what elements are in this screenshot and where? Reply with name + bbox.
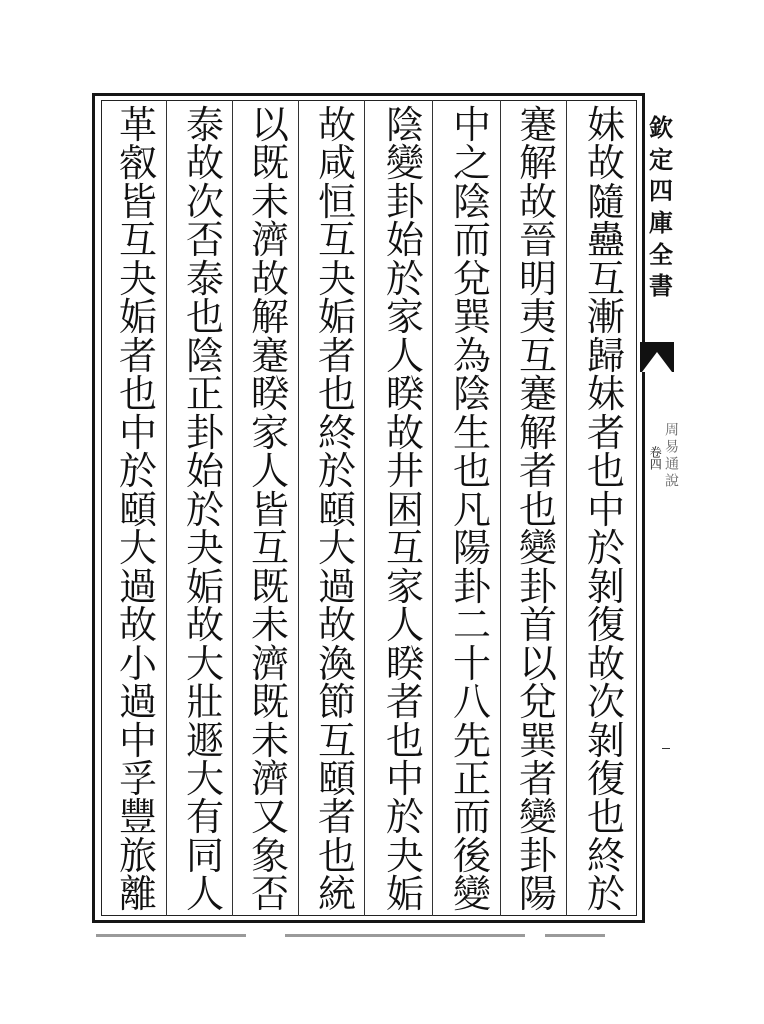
text-char: 姤	[317, 295, 356, 340]
text-char: 夬	[317, 256, 356, 301]
text-char: 中	[385, 756, 424, 801]
text-char: 節	[317, 680, 356, 725]
column-rule	[500, 100, 501, 916]
text-char: 故	[250, 256, 289, 301]
text-char: 又	[250, 795, 289, 840]
text-char: 旅	[118, 833, 157, 878]
text-char: 卦	[518, 833, 557, 878]
text-char: 者	[118, 333, 157, 378]
text-char: 故	[586, 641, 625, 686]
margin-title	[646, 112, 676, 302]
text-char: 睽	[250, 372, 289, 417]
text-char: 未	[250, 179, 289, 224]
text-char: 革	[118, 103, 157, 147]
text-char: 二	[452, 603, 491, 648]
text-char: 凡	[452, 487, 491, 532]
text-char: 家	[385, 295, 424, 340]
text-char: 變	[452, 872, 491, 917]
column-rule	[432, 100, 433, 916]
book-title-faded: 周易通說	[663, 422, 679, 490]
text-char: 既	[250, 141, 289, 186]
text-column-6	[245, 103, 295, 917]
text-char: 否	[185, 218, 224, 263]
text-char: 卦	[452, 564, 491, 609]
text-char: 於	[586, 872, 625, 917]
text-char: 中	[586, 487, 625, 532]
text-char: 妹	[586, 372, 625, 417]
title-char: 四	[649, 176, 673, 206]
text-char: 中	[118, 718, 157, 763]
text-char: 大	[185, 756, 224, 801]
text-char: 為	[452, 333, 491, 378]
text-char: 解	[518, 410, 557, 455]
text-char: 解	[518, 141, 557, 186]
text-char: 互	[586, 256, 625, 301]
text-char: 陰	[385, 103, 424, 147]
title-char: 庫	[649, 208, 673, 238]
text-char: 大	[118, 526, 157, 571]
text-column-8	[113, 103, 163, 917]
text-char: 故	[185, 141, 224, 186]
text-char: 㕡	[118, 141, 157, 186]
text-char: 生	[452, 410, 491, 455]
text-char: 統	[317, 872, 356, 917]
text-char: 過	[118, 564, 157, 609]
juan-number: 卷四	[648, 446, 663, 470]
text-char: 遯	[185, 718, 224, 763]
text-char: 漸	[586, 295, 625, 340]
text-char: 卦	[518, 564, 557, 609]
text-char: 陰	[452, 372, 491, 417]
text-char: 也	[317, 372, 356, 417]
text-char: 者	[385, 680, 424, 725]
text-char: 八	[452, 680, 491, 725]
text-char: 妹	[586, 103, 625, 147]
text-char: 人	[250, 449, 289, 494]
text-char: 既	[250, 680, 289, 725]
text-char: 變	[385, 141, 424, 186]
text-char: 互	[317, 718, 356, 763]
text-char: 過	[317, 564, 356, 609]
text-char: 未	[250, 603, 289, 648]
text-char: 陽	[518, 872, 557, 917]
text-char: 解	[250, 295, 289, 340]
text-char: 而	[452, 218, 491, 263]
text-char: 否	[250, 872, 289, 917]
text-char: 濟	[250, 218, 289, 263]
text-char: 先	[452, 718, 491, 763]
text-char: 既	[250, 564, 289, 609]
text-char: 濟	[250, 756, 289, 801]
text-char: 渙	[317, 641, 356, 686]
text-char: 者	[586, 410, 625, 455]
title-char: 定	[649, 144, 673, 174]
text-char: 卦	[385, 179, 424, 224]
text-char: 十	[452, 641, 491, 686]
text-char: 後	[452, 833, 491, 878]
text-column-7	[180, 103, 230, 917]
text-char: 皆	[250, 487, 289, 532]
text-char: 家	[385, 564, 424, 609]
text-char: 正	[452, 756, 491, 801]
text-char: 也	[385, 718, 424, 763]
text-char: 以	[518, 641, 557, 686]
text-char: 頤	[118, 487, 157, 532]
text-char: 故	[317, 603, 356, 648]
text-char: 剝	[586, 564, 625, 609]
text-char: 咸	[317, 141, 356, 186]
text-char: 陰	[452, 179, 491, 224]
text-char: 而	[452, 795, 491, 840]
text-char: 故	[185, 603, 224, 648]
text-char: 陽	[452, 526, 491, 571]
text-char: 復	[586, 603, 625, 648]
text-char: 孚	[118, 756, 157, 801]
text-char: 正	[185, 372, 224, 417]
text-char: 者	[317, 333, 356, 378]
text-column-1	[581, 103, 631, 917]
text-char: 井	[385, 449, 424, 494]
text-char: 頤	[317, 487, 356, 532]
text-char: 陰	[185, 333, 224, 378]
text-char: 夬	[385, 833, 424, 878]
text-char: 兌	[518, 680, 557, 725]
title-char: 欽	[649, 113, 673, 142]
text-char: 故	[118, 603, 157, 648]
text-char: 次	[586, 680, 625, 725]
text-char: 也	[586, 795, 625, 840]
text-char: 蹇	[518, 103, 557, 147]
text-char: 巽	[518, 718, 557, 763]
text-char: 人	[385, 333, 424, 378]
text-char: 晉	[518, 218, 557, 263]
text-char: 故	[385, 410, 424, 455]
text-char: 互	[118, 218, 157, 263]
text-char: 次	[185, 179, 224, 224]
text-char: 困	[385, 487, 424, 532]
text-char: 大	[185, 641, 224, 686]
text-char: 過	[118, 680, 157, 725]
text-char: 離	[118, 872, 157, 917]
text-char: 也	[185, 295, 224, 340]
text-char: 睽	[385, 372, 424, 417]
column-rule	[364, 100, 365, 916]
text-char: 象	[250, 833, 289, 878]
text-char: 豐	[118, 795, 157, 840]
text-char: 人	[385, 603, 424, 648]
bottom-mark	[545, 934, 605, 937]
text-char: 夬	[118, 256, 157, 301]
text-char: 之	[452, 141, 491, 186]
text-char: 者	[317, 795, 356, 840]
text-char: 姤	[385, 872, 424, 917]
text-char: 終	[317, 410, 356, 455]
text-char: 人	[185, 872, 224, 917]
text-char: 以	[250, 103, 289, 147]
text-char: 剝	[586, 718, 625, 763]
text-char: 復	[586, 756, 625, 801]
text-char: 於	[385, 795, 424, 840]
bottom-mark	[285, 934, 525, 937]
text-char: 濟	[250, 641, 289, 686]
text-char: 中	[118, 410, 157, 455]
text-char: 者	[518, 756, 557, 801]
text-char: 蹇	[518, 372, 557, 417]
text-char: 歸	[586, 333, 625, 378]
text-char: 兌	[452, 256, 491, 301]
text-char: 大	[317, 526, 356, 571]
text-char: 變	[518, 526, 557, 571]
text-column-2	[513, 103, 563, 917]
text-char: 卦	[185, 410, 224, 455]
text-char: 也	[317, 833, 356, 878]
text-char: 故	[518, 179, 557, 224]
edge-mark	[662, 748, 670, 749]
text-char: 也	[518, 487, 557, 532]
text-char: 互	[250, 526, 289, 571]
text-char: 始	[185, 449, 224, 494]
text-char: 家	[250, 410, 289, 455]
text-char: 於	[317, 449, 356, 494]
text-char: 互	[317, 218, 356, 263]
text-char: 故	[586, 141, 625, 186]
text-char: 壯	[185, 680, 224, 725]
text-char: 夬	[185, 526, 224, 571]
text-column-5	[312, 103, 362, 917]
text-char: 終	[586, 833, 625, 878]
text-char: 首	[518, 603, 557, 648]
text-column-3	[447, 103, 497, 917]
text-char: 姤	[185, 564, 224, 609]
text-char: 皆	[118, 179, 157, 224]
text-char: 中	[452, 103, 491, 147]
text-char: 故	[317, 103, 356, 147]
text-column-4	[380, 103, 430, 917]
text-char: 睽	[385, 641, 424, 686]
column-rule	[298, 100, 299, 916]
text-char: 夷	[518, 295, 557, 340]
text-char: 者	[518, 449, 557, 494]
title-char: 書	[649, 271, 673, 301]
text-char: 泰	[185, 103, 224, 147]
text-char: 於	[586, 526, 625, 571]
text-char: 於	[118, 449, 157, 494]
text-char: 變	[518, 795, 557, 840]
column-rule	[566, 100, 567, 916]
fishtail-mark	[640, 342, 674, 372]
text-char: 蹇	[250, 333, 289, 378]
text-char: 於	[385, 256, 424, 301]
column-rule	[232, 100, 233, 916]
text-char: 於	[185, 487, 224, 532]
text-char: 始	[385, 218, 424, 263]
text-char: 泰	[185, 256, 224, 301]
text-char: 巽	[452, 295, 491, 340]
text-char: 也	[452, 449, 491, 494]
text-char: 也	[586, 449, 625, 494]
text-char: 也	[118, 372, 157, 417]
text-char: 小	[118, 641, 157, 686]
column-rule	[166, 100, 167, 916]
text-char: 有	[185, 795, 224, 840]
text-char: 明	[518, 256, 557, 301]
text-char: 隨	[586, 179, 625, 224]
text-char: 互	[385, 526, 424, 571]
text-char: 頤	[317, 756, 356, 801]
text-char: 恒	[317, 179, 356, 224]
bottom-mark	[96, 934, 246, 937]
text-char: 同	[185, 833, 224, 878]
text-char: 姤	[118, 295, 157, 340]
text-char: 互	[518, 333, 557, 378]
text-char: 蠱	[586, 218, 625, 263]
title-char: 全	[649, 239, 673, 269]
text-char: 未	[250, 718, 289, 763]
